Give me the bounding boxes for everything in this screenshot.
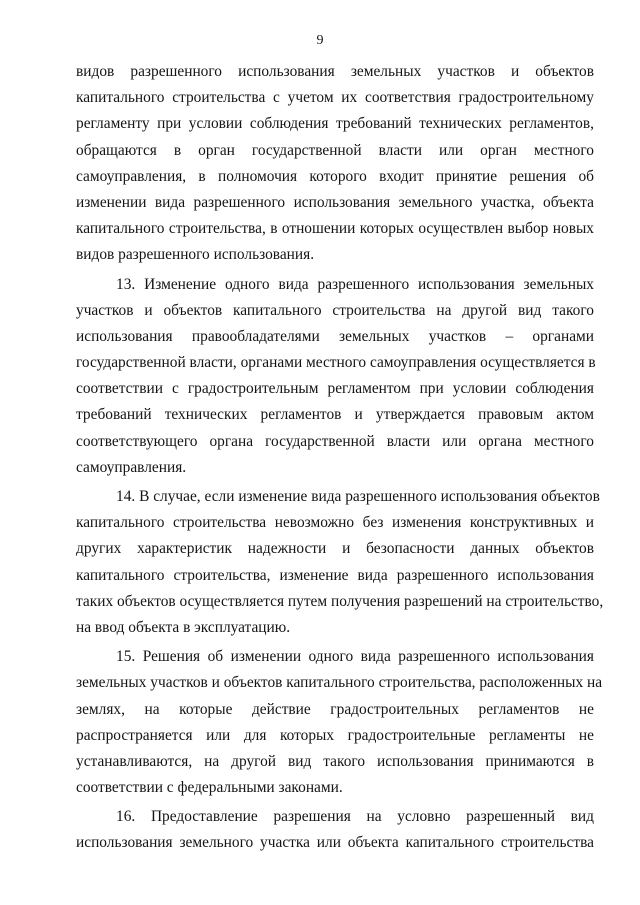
text-line: устанавливаются, на другой вид такого использования принимаются в (76, 752, 594, 770)
text-line: соответствии с федеральными законами. (76, 779, 343, 797)
paragraph-item-14 (76, 484, 604, 641)
text-line: других характеристик надежности и безопасности данных объектов (76, 540, 594, 558)
text-line: использования правообладателями земельных участков – органами (76, 327, 594, 345)
text-line: 16. Предоставление разрешения на условно разрешенный вид (116, 808, 594, 826)
text-line: видов разрешенного использования земельных участков и объектов (76, 63, 594, 80)
text-line: на ввод объекта в эксплуатацию. (76, 618, 291, 636)
text-line: соответствующего органа государственной власти или органа местного (76, 432, 594, 450)
text-line: капитального строительства невозможно без изменения конструктивных и (76, 514, 594, 532)
text-line: земельных участков и объектов капитального строительства, расположенных на (76, 674, 603, 692)
body-text (76, 59, 604, 857)
text-line: землях, на которые действие градостроительных регламентов не (76, 700, 594, 718)
text-line: капитального строительства, в отношении которых осуществлен выбор новых (76, 220, 594, 238)
text-line: самоуправления. (76, 458, 187, 476)
text-line: участков и объектов капитального строительства на другой вид такого (76, 301, 594, 319)
paragraph-item-13 (76, 272, 594, 482)
paragraph-item-16 (76, 804, 594, 856)
text-line: обращаются в орган государственной власти или орган местного (76, 141, 594, 159)
text-line: таких объектов осуществляется путем получения разрешений на строительство, (76, 592, 604, 610)
text-line: видов разрешенного использования. (76, 246, 315, 264)
text-line: 15. Решения об изменении одного вида разрешенного использования (116, 648, 594, 666)
paragraph-item-15 (76, 644, 603, 801)
text-line: 14. В случае, если изменение вида разрешенного использования объектов (116, 488, 600, 505)
text-line: регламенту при условии соблюдения требований технических регламентов, (76, 115, 594, 133)
text-line: использования земельного участка или объекта капитального строительства (76, 834, 594, 852)
text-line: изменении вида разрешенного использования земельного участка, объекта (76, 193, 594, 211)
text-line: 13. Изменение одного вида разрешенного использования земельных (116, 275, 594, 293)
paragraph-continuation (76, 59, 594, 269)
text-line: требований технических регламентов и утверждается правовым актом (76, 406, 594, 424)
text-line: распространяется или для которых градостроительные регламенты не (76, 726, 594, 744)
text-line: капитального строительства с учетом их соответствия градостроительному (76, 89, 594, 107)
page-number: 9 (316, 33, 324, 48)
text-line: самоуправления, в полномочия которого входит принятие решения об (76, 167, 594, 185)
text-line: государственной власти, органами местного самоуправления осуществляется в (76, 354, 596, 372)
text-line: соответствии с градостроительным регламентом при условии соблюдения (76, 380, 594, 398)
text-line: капитального строительства, изменение вида разрешенного использования (76, 566, 594, 584)
